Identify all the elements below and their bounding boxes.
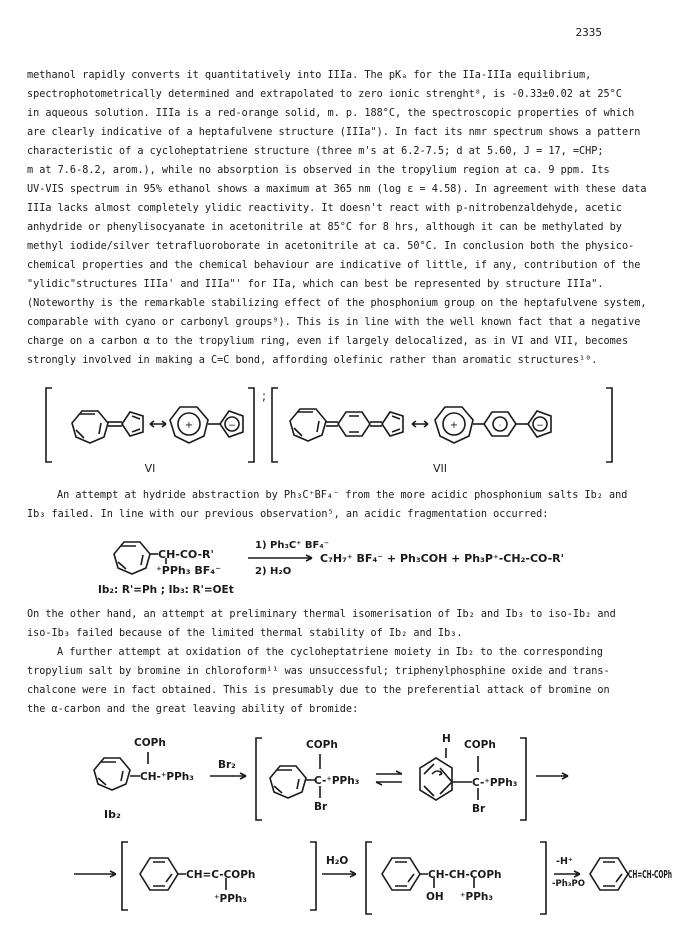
int2-br: Br: [472, 803, 486, 815]
text-line: On the other hand, an attempt at preliminary thermal isomerisation of Ib₂ and Ib₃ to iso-Ib₂ and: [27, 609, 616, 620]
reaction-condition-2: 2) H₂O: [255, 566, 292, 577]
int2-c-pph3: C-⁺PPh₃: [472, 777, 518, 789]
text-line: UV-VIS spectrum in 95% ethanol shows a maximum at 365 nm (log ε = 4.58). In agreement with these data: [27, 184, 647, 195]
bromination-scheme: [0, 724, 676, 934]
text-line: (Noteworthy is the remarkable stabilizing effect of the phosphonium group on the heptafulvene system,: [27, 298, 647, 309]
text-line: spectrophotometrically determined and extrapolated to zero ionic strenght⁸, is -0.33±0.02 at 25°C: [27, 89, 622, 100]
int1-br: Br: [314, 801, 328, 813]
text-line: tropylium salt by bromine in chloroform¹¹ was unsuccessful; triphenylphosphine oxide and trans-: [27, 666, 610, 677]
text-line: An attempt at hydride abstraction by Ph₃C⁺BF₄⁻ from the more acidic phosphonium salts Ib₂ and: [57, 490, 628, 501]
text-line: methyl iodide/silver tetrafluoroborate in acetonitrile at ca. 50°C. In conclusion both the physico-: [27, 241, 635, 252]
text-line: in aqueous solution. IIIa is a red-orange solid, m. p. 188°C, the spectroscopic properties of which: [27, 108, 635, 119]
svg-text:−: −: [228, 421, 236, 431]
text-line: strongly involved in making a C=C bond, affording olefinic rather than aromatic structures¹⁰.: [27, 355, 598, 366]
alkyl-pph3: ⁺PPh₃: [460, 891, 494, 903]
substituent-definitions: Ib₂: R'=Ph ; Ib₃: R'=OEt: [98, 584, 234, 596]
reagent-water: H₂O: [326, 855, 349, 867]
compound-label-ib2: Ib₂: [104, 808, 121, 821]
text-line: charge on a carbon α to the tropylium ring, even if largely delocalized, as in VI and VII, becomes: [27, 336, 629, 347]
resonance-scheme-vi-vii: [0, 372, 676, 480]
text-line: m at 7.6-8.2, arom.), while no absorption is observed in the tropylium region at ca. 9 ppm. Its: [27, 165, 610, 176]
ib2-ch-pph3: CH-⁺PPh₃: [140, 771, 194, 783]
chalcone-product: CH=CH-COPh: [628, 869, 672, 881]
text-line: methanol rapidly converts it quantitatively into IIIa. The pKₐ for the IIa-IIIa equilibrium,: [27, 70, 592, 81]
int2-h: H: [442, 733, 451, 745]
text-line: the α-carbon and the great leaving ability of bromide:: [27, 704, 359, 715]
paragraph-hydride-abstraction: [27, 486, 653, 524]
alkyl-chain: CH-CH-COPh: [428, 869, 502, 881]
svg-text:·: ·: [498, 421, 502, 430]
elimination-phosphine-oxide: -Ph₃PO: [552, 879, 585, 889]
text-line: iso-Ib₃ failed because of the limited thermal stability of Ib₂ and Ib₃.: [27, 628, 463, 639]
compound-label-vii: VII: [432, 462, 448, 475]
int1-c-pph3: C-⁺PPh₃: [314, 775, 360, 787]
elimination-proton: -H⁺: [556, 856, 573, 867]
text-line: anhydride or phenylisocyanate in acetonitrile at 85°C for 8 hrs, although it can be methylated by: [27, 222, 622, 233]
int1-coph: COPh: [306, 739, 338, 751]
compound-label-vi: VI: [144, 462, 156, 475]
vinyl-pph3: ⁺PPh₃: [214, 893, 248, 905]
fragmentation-scheme: [0, 528, 676, 600]
reactant-phosphonium: ⁺PPh₃ BF₄⁻: [156, 564, 221, 577]
text-line: are clearly indicative of a heptafulvene structure (IIIa"). In fact its nmr spectrum shows a pattern: [27, 127, 641, 138]
reactant-chain: CH-CO-R': [158, 548, 214, 561]
alkyl-oh: OH: [426, 891, 444, 903]
int2-coph: COPh: [464, 739, 496, 751]
reaction-condition-1: 1) Ph₃C⁺ BF₄⁻: [255, 540, 330, 551]
text-line: characteristic of a cycloheptatriene structure (three m's at 6.2-7.5; d at 5.60, J = 17, =CHP;: [27, 146, 604, 157]
page-number: 2335: [575, 26, 602, 39]
reagent-bromine: Br₂: [218, 759, 236, 771]
ib2-coph: COPh: [134, 737, 166, 749]
text-line: IIIa lacks almost completely ylidic reactivity. It doesn't react with p-nitrobenzaldehyde, acetic: [27, 203, 622, 214]
paragraph-continuation: [27, 66, 653, 370]
paragraph-bromine-oxidation: [27, 643, 653, 719]
svg-text:+: +: [184, 420, 194, 431]
scheme-separator: ;: [262, 389, 267, 403]
text-line: A further attempt at oxidation of the cycloheptatriene moiety in Ib₂ to the corresponding: [57, 647, 603, 658]
vinyl-chain: CH=C-COPh: [186, 869, 256, 881]
svg-text:+: +: [449, 420, 459, 431]
svg-text:−: −: [536, 421, 544, 431]
text-line: chemical properties and the chemical behaviour are indicative of little, if any, contribution of the: [27, 260, 641, 271]
text-line: comparable with cyano or carbonyl groups⁹). This is in line with the well known fact that a negative: [27, 317, 641, 328]
text-line: chalcone were in fact obtained. This is presumably due to the preferential attack of bromine on: [27, 685, 610, 696]
text-line: Ib₃ failed. In line with our previous observation⁵, an acidic fragmentation occurred:: [27, 509, 549, 520]
text-line: "ylidic"structures IIIa' and IIIa"' for IIa, which can best be represented by structure IIIa".: [27, 279, 604, 290]
paragraph-isomerisation: [27, 605, 653, 643]
reaction-products: C₇H₇⁺ BF₄⁻ + Ph₃COH + Ph₃P⁺-CH₂-CO-R': [320, 552, 565, 565]
